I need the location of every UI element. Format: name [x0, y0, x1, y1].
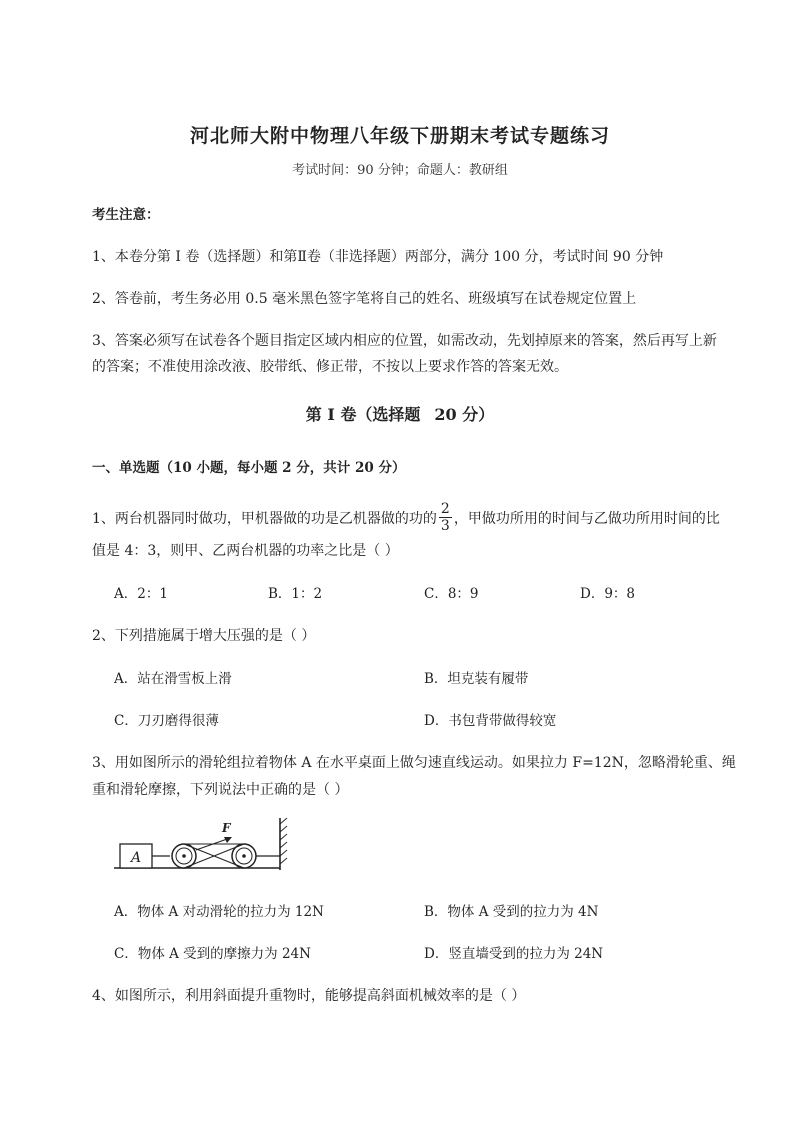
wall	[280, 818, 287, 870]
question-2-option-d[interactable]: D．书包背带做得较宽	[424, 713, 557, 729]
question-1-stem	[92, 501, 720, 534]
notice-item-1: 1、本卷分第 I 卷（选择题）和第Ⅱ卷（非选择题）两部分，满分 100 分，考试时间 90 分钟	[92, 249, 664, 265]
notice-item-3: 3、答案必须写在试卷各个题目指定区域内相应的位置，如需改动，先划掉原来的答案，然后再写上新	[92, 333, 717, 349]
fraction	[439, 501, 452, 534]
question-3-stem-line1: 3、用如图所示的滑轮组拉着物体 A 在水平桌面上做匀速直线运动。如果拉力 F=12N，忽略滑轮重、绳	[92, 755, 736, 771]
question-2-option-b[interactable]: B．坦克装有履带	[424, 671, 529, 687]
question-1-stem-before: 1、两台机器同时做功，甲机器做的功是乙机器做的功的	[92, 510, 437, 527]
question-2-option-c[interactable]: C．刀刃磨得很薄	[114, 713, 219, 729]
question-3-stem-line2: 重和滑轮摩擦，下列说法中正确的是（ ）	[92, 782, 349, 798]
question-1-stem-line2: 值是 4：3，则甲、乙两台机器的功率之比是（ ）	[92, 543, 399, 559]
question-2-stem: 2、下列措施属于增大压强的是（ ）	[92, 628, 316, 644]
section-title-text: 第 I 卷（选择题	[305, 405, 421, 424]
question-1-stem-after: ，甲做功所用的时间与乙做功所用时间的比	[453, 510, 720, 527]
section-title	[0, 402, 800, 425]
fraction-denominator: 3	[440, 518, 450, 534]
exam-title: 河北师大附中物理八年级下册期末考试专题练习	[189, 125, 610, 147]
question-3-option-b[interactable]: B．物体 A 受到的拉力为 4N	[424, 904, 599, 920]
pulley-system-figure	[112, 816, 292, 876]
question-2-option-a[interactable]: A．站在滑雪板上滑	[114, 671, 232, 687]
question-1-option-a[interactable]: A．2：1	[114, 586, 168, 602]
fraction-numerator: 2	[440, 501, 450, 517]
section-score: 20 分）	[434, 405, 495, 424]
question-4-stem: 4、如图所示，利用斜面提升重物时，能够提高斜面机械效率的是（ ）	[92, 988, 526, 1004]
question-3-option-d[interactable]: D．竖直墙受到的拉力为 24N	[424, 946, 604, 962]
block-a-label: A	[130, 850, 142, 866]
notice-item-3-continued: 的答案；不准使用涂改液、胶带纸、修正带，不按以上要求作答的答案无效。	[92, 359, 568, 375]
question-3-option-c[interactable]: C．物体 A 受到的摩擦力为 24N	[114, 946, 311, 962]
question-1-option-b[interactable]: B．1：2	[268, 586, 323, 602]
question-1-option-c[interactable]: C．8：9	[424, 586, 479, 602]
exam-subtitle: 考试时间：90 分钟；命题人：教研组	[292, 163, 508, 178]
force-label: F	[222, 821, 231, 835]
notice-item-2: 2、答卷前，考生务必用 0.5 毫米黑色签字笔将自己的姓名、班级填写在试卷规定位置上	[92, 291, 637, 307]
question-3-option-a[interactable]: A．物体 A 对动滑轮的拉力为 12N	[114, 904, 324, 920]
part-heading: 一、单选题（10 小题，每小题 2 分，共计 20 分）	[92, 460, 406, 476]
notice-heading: 考生注意：	[92, 207, 160, 223]
question-1-option-d[interactable]: D．9：8	[580, 586, 636, 602]
